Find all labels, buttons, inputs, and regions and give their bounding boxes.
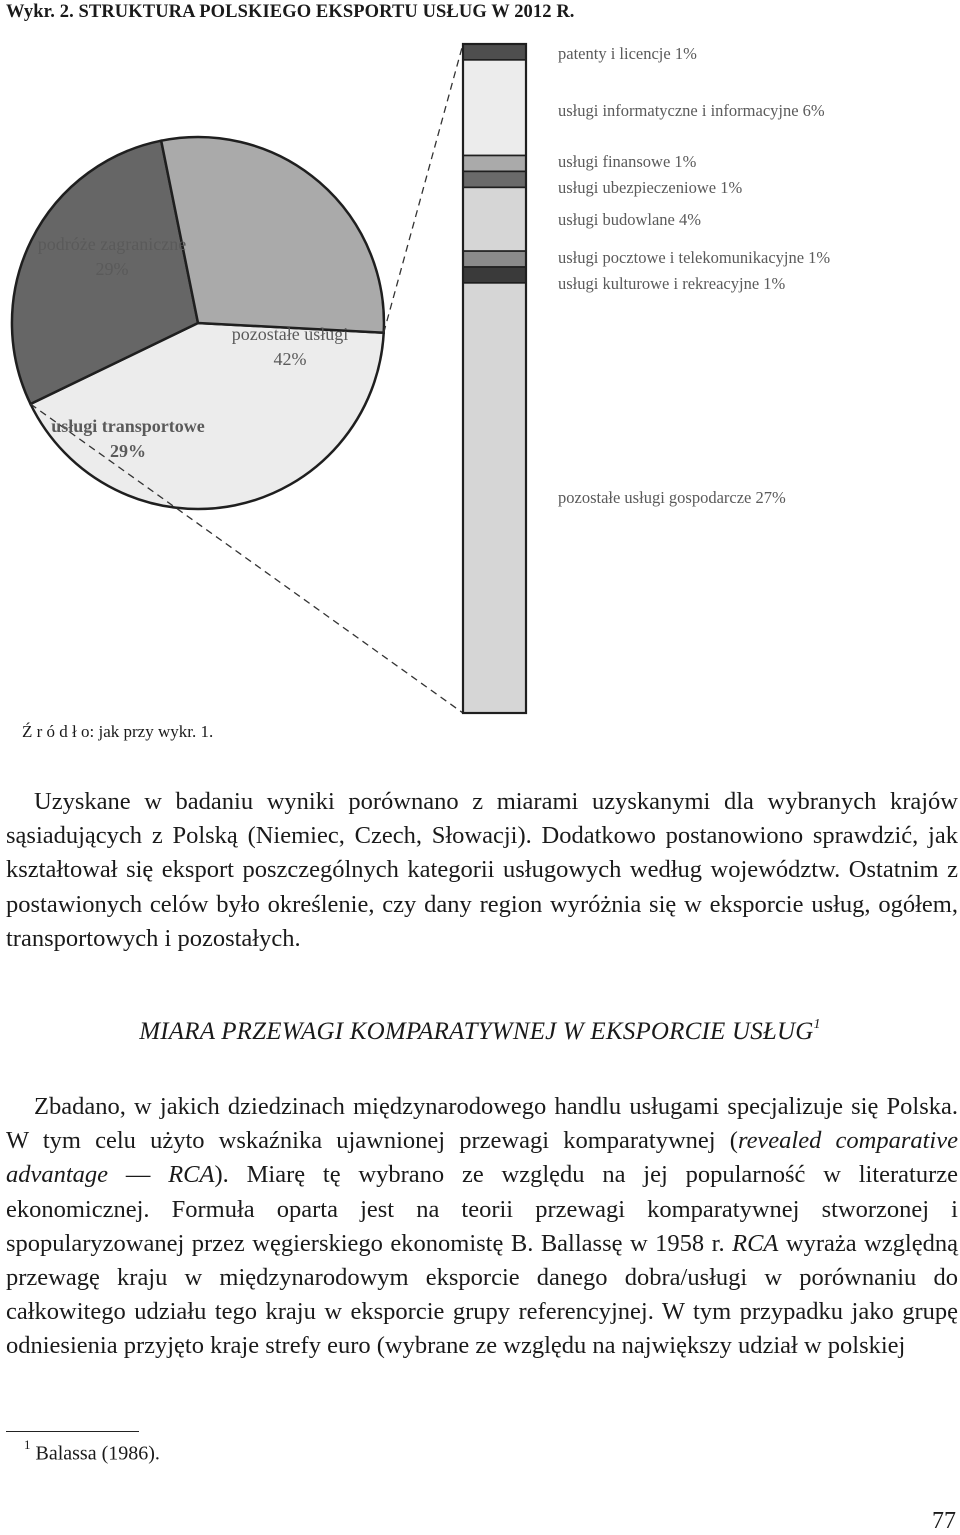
footnote-reference: 1 xyxy=(813,1016,821,1032)
pie-label-pozostale-uslugi: pozostałe usługi xyxy=(231,324,349,344)
footnote xyxy=(24,1437,160,1466)
bar-label-uslugi-informatyczne-i-informacyjne-6: usługi informatyczne i informacyjne 6% xyxy=(558,101,825,120)
pie-chart xyxy=(0,0,960,720)
bar-label-uslugi-finansowe-1: usługi finansowe 1% xyxy=(558,152,697,171)
pie-slice-podroze-zagraniczne xyxy=(161,137,384,333)
bar-segment-pozostale-uslugi-gospodarcze-27 xyxy=(463,283,526,713)
bar-label-uslugi-pocztowe-i-telekomunikacyjne-1: usługi pocztowe i telekomunikacyjne 1% xyxy=(558,248,831,267)
para2-text-2: ). Miarę tę wybrano ze względu na jej popularność w literaturze ekonomicznej. Formuła oparta jest na teorii przewagi komparatywnej stworzonej i spopularyzowanej przez węgierskiego ekonomistę B. Ballassę w 1958 r. xyxy=(6,1161,958,1257)
footnote-divider xyxy=(6,1431,139,1432)
pie-value-pozostale-uslugi: 42% xyxy=(273,349,307,369)
para2-text-1: Zbadano, w jakich dziedzinach międzynarodowego handlu usługami specjalizuje się Polska. W tym celu użyto wskaźnika ujawnionej przewagi komparatywnej ( xyxy=(6,1093,958,1155)
para2-italic-rca-1: RCA xyxy=(168,1161,215,1189)
section-heading xyxy=(0,1018,960,1046)
breakdown-bar-labels xyxy=(558,44,830,507)
bar-segment-patenty-i-licencje-1 xyxy=(463,44,526,60)
bar-segment-uslugi-ubezpieczeniowe-1 xyxy=(463,171,526,187)
para2-text-3: wyraża względną przewagę kraju w międzynarodowym eksporcie danego dobra/usługi w porównaniu do całkowitego udziału tego kraju w eksporcie grupy referencyjnej. W tym przypadku jako grupę odniesienia przyjęto kraje strefy euro (wybrane ze względu na największy udział w polskiej xyxy=(6,1229,958,1360)
page-number: 77 xyxy=(932,1508,956,1534)
bar-segment-uslugi-kulturowe-i-rekreacyjne-1 xyxy=(463,267,526,283)
figure-source: Ź r ó d ł o: jak przy wykr. 1. xyxy=(22,722,214,741)
breakdown-bar xyxy=(463,44,526,713)
pie-value-podroze-zagraniczne: 29% xyxy=(95,259,129,279)
bar-segment-uslugi-informatyczne-i-informacyjne-6 xyxy=(463,60,526,156)
bar-label-uslugi-ubezpieczeniowe-1: usługi ubezpieczeniowe 1% xyxy=(558,178,743,197)
figure-title: Wykr. 2. STRUKTURA POLSKIEGO EKSPORTU USŁUG W 2012 R. xyxy=(6,2,575,22)
connector-line-top xyxy=(384,44,463,333)
para2-italic-rca-2: RCA xyxy=(732,1229,779,1257)
bar-segment-uslugi-finansowe-1 xyxy=(463,156,526,172)
bar-segment-uslugi-budowlane-4 xyxy=(463,187,526,251)
footnote-mark: 1 xyxy=(24,1437,31,1452)
footnote-text: Balassa (1986). xyxy=(35,1442,160,1465)
body-paragraph-2 xyxy=(6,1090,958,1364)
para2-dash: — xyxy=(108,1161,169,1189)
pie-value-uslugi-transportowe: 29% xyxy=(110,441,146,461)
bar-label-patenty-i-licencje-1: patenty i licencje 1% xyxy=(558,44,697,63)
para2-italic-term: revealed comparative advantage xyxy=(6,1127,958,1189)
body-paragraph-1: Uzyskane w badaniu wyniki porównano z miarami uzyskanymi dla wybranych krajów sąsiadujących z Polską (Niemiec, Czech, Słowacji). Dodatkowo postanowiono sprawdzić, jak kształtował się eksport poszczególnych kategorii usługowych według województw. Ostatnim z postawionych celów było określenie, czy dany region wyróżnia się w eksporcie usług, ogółem, transportowych i pozostałych. xyxy=(6,788,958,952)
pie-label-uslugi-transportowe: usługi transportowe xyxy=(51,416,205,436)
pie-label-podroze-zagraniczne: podróże zagraniczne xyxy=(37,234,187,254)
bar-label-pozostale-uslugi-gospodarcze-27: pozostałe usługi gospodarcze 27% xyxy=(558,488,786,507)
bar-segment-uslugi-pocztowe-i-telekomunikacyjne-1 xyxy=(463,251,526,267)
bar-label-uslugi-kulturowe-i-rekreacyjne-1: usługi kulturowe i rekreacyjne 1% xyxy=(558,274,786,293)
bar-label-uslugi-budowlane-4: usługi budowlane 4% xyxy=(558,210,701,229)
section-heading-text: MIARA PRZEWAGI KOMPARATYWNEJ W EKSPORCIE USŁUG xyxy=(139,1018,814,1045)
